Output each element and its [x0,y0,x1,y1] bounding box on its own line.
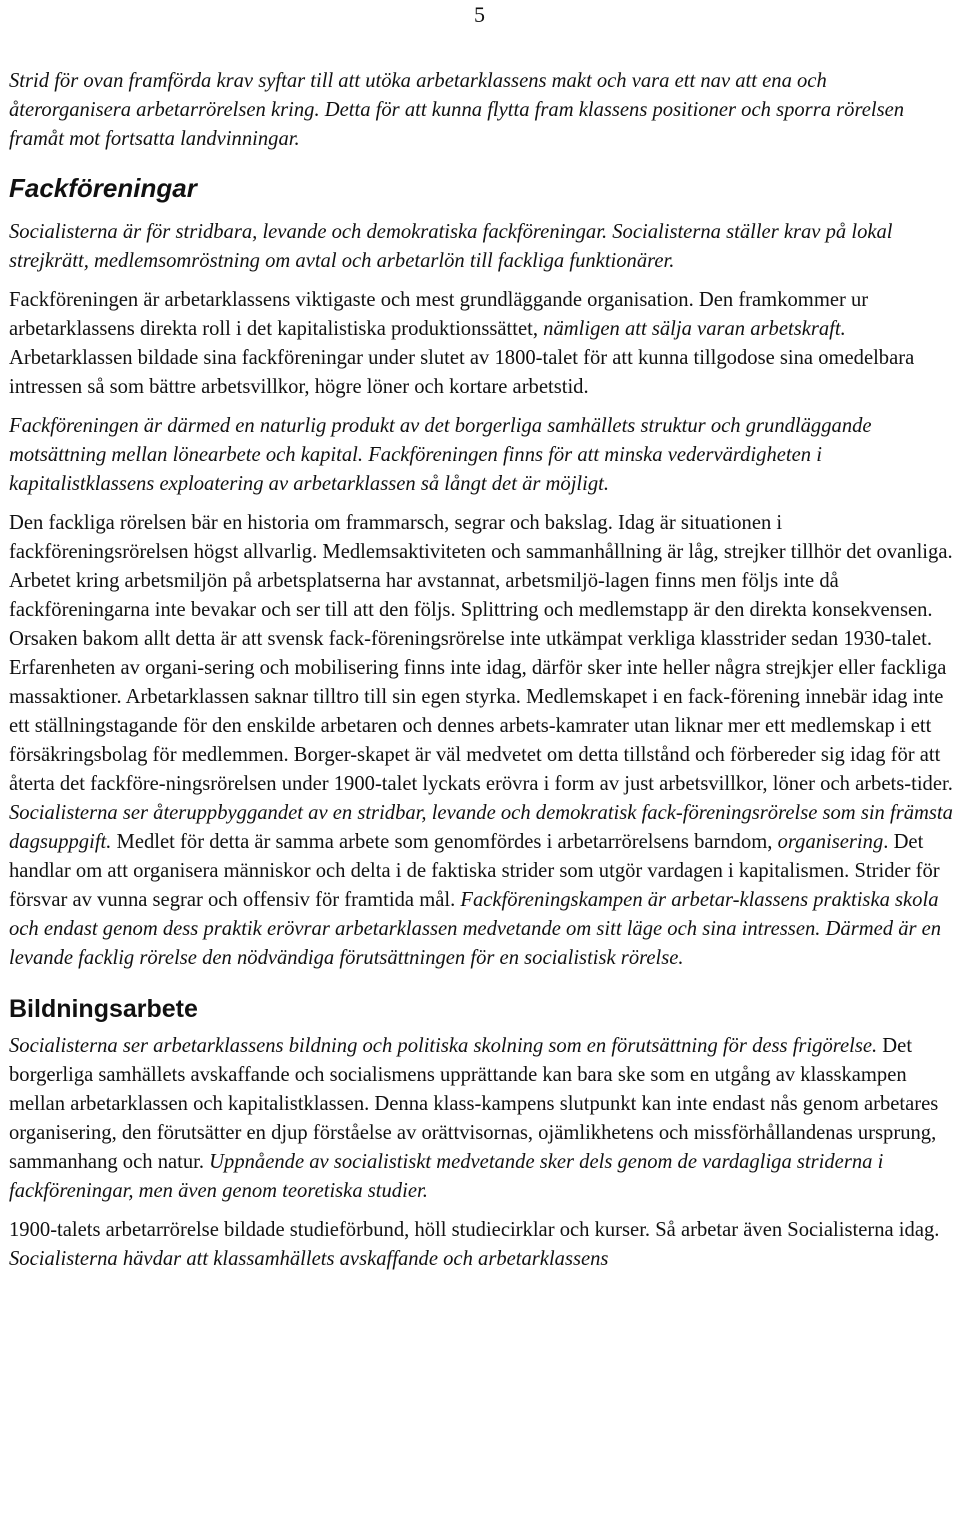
paragraph-bild-2-b: Socialisterna hävdar att klassamhällets avskaffande och arbetarklassens [9,1248,609,1270]
page-content [9,67,953,1274]
paragraph-fack-1: Socialisterna är för stridbara, levande och demokratiska fackföreningar. Socialisterna ställer krav på lokal strejkrätt, medlemsomröstning om avtal och arbetarlön till fackliga funktionärer. [9,221,893,272]
section-fackforeningar [9,171,953,973]
paragraph-bild-2-a: 1900-talets arbetarrörelse bildade studieförbund, höll studiecirklar och kurser. Så arbetar även Socialisterna idag. [9,1219,940,1241]
paragraph-fack-4 [9,509,953,973]
paragraph-fack-4-e: . Det handlar om att organisera människor och delta i de faktiska strider som utgör vardagen i kapitalismen. Strider för försvar av vunna segrar och offensiv för framtida mål. [9,831,940,911]
section-heading-bildningsarbete: Bildningsarbete [9,995,198,1023]
paragraph-bild-2 [9,1216,953,1274]
paragraph-bild-1 [9,1032,953,1206]
intro-paragraph: Strid för ovan framförda krav syftar till att utöka arbetarklassens makt och vara ett nav att ena och återorganisera arbetarrörelsen kring. Detta för att kunna flytta fram klassens positioner och sporra rörelsen framåt mot fortsatta landvinningar. [9,70,905,150]
paragraph-fack-4-d: organisering [777,831,884,853]
paragraph-fack-4-c: Medlet för detta är samma arbete som genomfördes i arbetarrörelsens barndom, [111,831,778,853]
paragraph-fack-2-c: Arbetarklassen bildade sina fackföreningar under slutet av 1800-talet för att kunna tillgodose sina omedelbara intressen så som bättre arbetsvillkor, högre löner och kortare arbetstid. [9,347,915,398]
paragraph-bild-1-c: Uppnående av socialistiskt medvetande sker dels genom de vardagliga striderna i fackföreningar, men även genom teoretiska studier. [9,1151,884,1202]
paragraph-fack-2-b: nämligen att sälja varan arbetskraft. [543,318,846,340]
paragraph-fack-4-b: Socialisterna ser återuppbyggandet av en stridbar, levande och demokratisk fack-föreningsrörelse som sin främsta dagsuppgift. [9,802,953,853]
paragraph-bild-1-a: Socialisterna ser arbetarklassens bildning och politiska skolning som en förutsättning för dess frigörelse. [9,1035,878,1057]
page-number: 5 [474,2,485,27]
paragraph-fack-3: Fackföreningen är därmed en naturlig produkt av det borgerliga samhällets struktur och grundläggande motsättning mellan lönearbete och kapital. Fackföreningen finns för att minska vedervärdigheten i kapitalistklassens exploatering av arbetarklassen så långt det är möjligt. [9,415,872,495]
paragraph-fack-2-a: Fackföreningen är arbetarklassens viktigaste och mest grundläggande organisation. Den framkommer ur arbetarklassens direkta roll i det kapitalistiska produktionssättet, [9,289,869,340]
section-bildningsarbete [9,992,953,1274]
paragraph-bild-1-b: Det borgerliga samhällets avskaffande och socialismens upprättande kan bara ske som en utgång av klasskampen mellan arbetarklassen och kapitalistklassen. Denna klass-kampens slutpunkt kan inte endast nås genom arbetares organisering, den förutsätter en djup förståelse av orättvisornas, ojämlikhetens och missförhållandenas ursprung, sammanhang och natur. [9,1035,939,1173]
paragraph-fack-4-a: Den fackliga rörelsen bär en historia om frammarsch, segrar och bakslag. Idag är situationen i fackföreningsrörelsen högst allvarlig. Medlemsaktiviteten och sammanhållning är låg, strejker tillhör det ovanliga. Arbetet kring arbetsmiljön på arbetsplatserna har avstannat, arbetsmiljö-lagen finns men följs inte då fackföreningarna inte bevakar och ser till att den följs. Splittring och medlemstapp är den direkta konsekvensen. Orsaken bakom allt detta är att svensk fack-föreningsrörelse inte utkämpat verkliga klasstrider sedan 1930-talet. Erfarenheten av organi-sering och mobilisering finns inte idag, därför sker inte heller några strejkjer eller fackliga massaktioner. Arbetarklassen saknar tilltro till sin egen styrka. Medlemskapet i en fack-förening innebär idag inte ett ställningstagande för den enskilde arbetaren och dennes arbets-kamrater utan liknar mer ett medlemskap i ett försäkringsbolag för medlemmen. Borger-skapet är väl medvetet om detta tillstånd och förbereder sig idag för att återta det fackföre-ningsrörelsen under 1900-talet lyckats erövra i form av just arbetsvillkor, löner och arbets-tider. [9,512,953,795]
section-heading-fackforeningar: Fackföreningar [9,173,197,203]
paragraph-fack-2 [9,286,953,402]
paragraph-fack-4-f: Fackföreningskampen är arbetar-klassens praktiska skola och endast genom dess praktik erövrar arbetarklassen medvetande om sitt läge och sina intressen. Därmed är en levande facklig rörelse den nödvändiga förutsättningen för en socialistisk rörelse. [9,889,942,969]
